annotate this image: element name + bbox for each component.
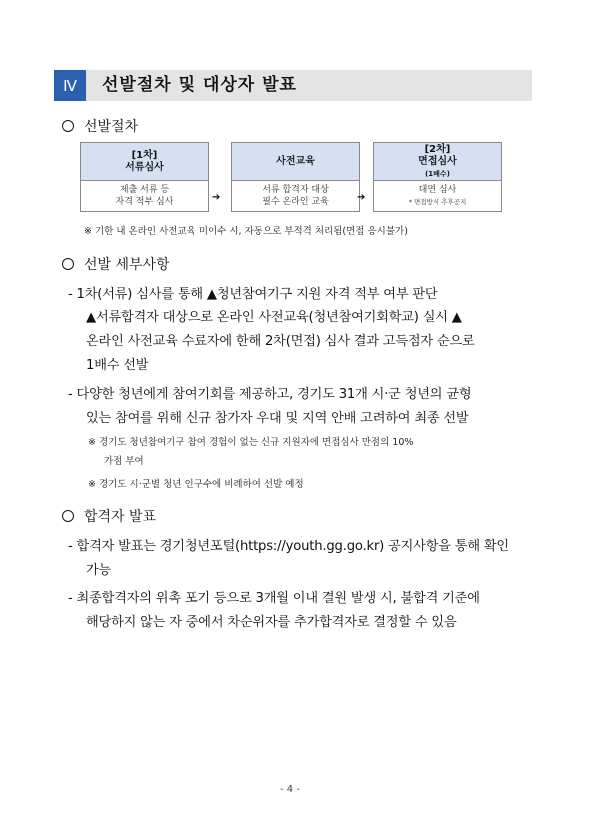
detail-note: ※ 경기도 청년참여기구 참여 경험이 없는 신규 지원자에 면접심사 만점의 10%	[88, 437, 414, 448]
detail-line: - 다양한 청년에게 참여기회를 제공하고, 경기도 31개 시·군 청년의 균형	[68, 387, 472, 402]
procedure-note: ※ 기한 내 온라인 사전교육 미이수 시, 자동으로 부적격 처리됨(면접 응시불가)	[84, 226, 408, 237]
step-sublabel: (1배수)	[425, 169, 450, 178]
process-step-2	[231, 142, 360, 212]
detail-line: 1배수 선발	[86, 358, 149, 373]
process-step-detail	[374, 181, 501, 211]
subsection-heading-announcement	[62, 506, 156, 526]
arrow-right-icon: ➔	[212, 192, 221, 203]
step-detail-note: * 면접방식 추후공지	[408, 198, 467, 206]
process-step-header	[232, 143, 359, 181]
step-detail-line: 자격 적부 심사	[115, 197, 174, 207]
detail-line: 있는 참여를 위해 신규 참가자 우대 및 지역 안배 고려하여 최종 선발	[86, 411, 469, 426]
process-step-header	[81, 143, 208, 181]
process-step-detail	[232, 181, 359, 211]
announcement-line: 해당하지 않는 자 중에서 차순위자를 추가합격자로 결정할 수 있음	[86, 615, 457, 630]
process-step-3	[373, 142, 502, 212]
detail-line: - 1차(서류) 심사를 통해 ▲청년참여기구 지원 자격 적부 여부 판단	[68, 287, 438, 302]
step-name: 서류심사	[125, 161, 164, 173]
detail-line: ▲서류합격자 대상으로 온라인 사전교육(청년참여기회학교) 실시 ▲	[86, 310, 462, 325]
announcement-line: - 합격자 발표는 경기청년포털(https://youth.gg.go.kr) 공지사항을 통해 확인	[68, 539, 509, 554]
announcement-line: 가능	[86, 563, 112, 578]
circle-bullet-icon	[62, 510, 74, 522]
announcement-line: - 최종합격자의 위촉 포기 등으로 3개월 이내 결원 발생 시, 불합격 기준에	[68, 591, 480, 606]
subsection-heading-details	[62, 254, 170, 274]
step-detail-line: 서류 합격자 대상	[262, 185, 329, 195]
process-step-detail	[81, 181, 208, 211]
section-title: 선발절차 및 대상자 발표	[102, 75, 297, 95]
step-label: [2차]	[424, 143, 451, 155]
detail-line: 온라인 사전교육 수료자에 한해 2차(면접) 심사 결과 고득점자 순으로	[86, 334, 475, 349]
circle-bullet-icon	[62, 258, 74, 270]
process-step-header	[374, 143, 501, 181]
step-detail-line: 대면 심사	[418, 185, 457, 195]
subsection-title: 선발절차	[84, 119, 139, 135]
page-number: - 4 -	[280, 784, 300, 795]
arrow-right-icon: ➔	[357, 192, 366, 203]
process-step-1	[80, 142, 209, 212]
section-number-badge: Ⅳ	[54, 70, 86, 101]
circle-bullet-icon	[62, 120, 74, 132]
detail-note: 가점 부여	[104, 456, 144, 467]
step-detail-line: 필수 온라인 교육	[262, 197, 329, 207]
subsection-title: 합격자 발표	[84, 509, 157, 525]
step-name: 사전교육	[276, 155, 315, 167]
detail-note: ※ 경기도 시·군별 청년 인구수에 비례하여 선발 예정	[88, 479, 304, 490]
step-detail-line: 제출 서류 등	[119, 185, 170, 195]
step-label: [1차]	[131, 149, 158, 161]
step-name: 면접심사	[418, 155, 457, 167]
subsection-heading-procedure	[62, 116, 138, 136]
subsection-title: 선발 세부사항	[84, 257, 170, 273]
section-header	[54, 70, 532, 101]
